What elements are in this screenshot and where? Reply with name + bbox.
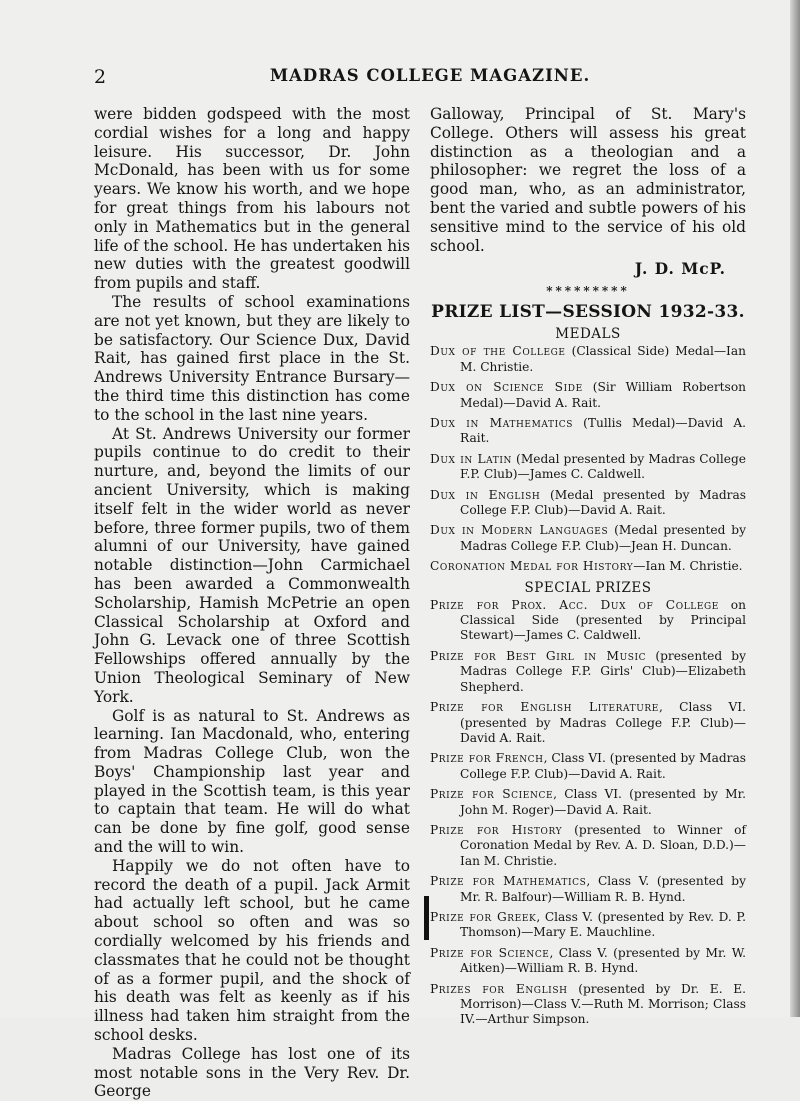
paragraph: At St. Andrews University our former pupils continue to do credit to their nurture, and, beyond the limits of our ancient University, which is making itself felt in the wider world as never before, three former pupils, two of them alumni of our University, have gained notable distinction—John Carmichael has been awarded a Commonwealth Scholarship, Hamish McPetrie an open Classical Scholarship at Oxford and John G. Levack one of three Scottish Fellowships offered annually by the Union Theological Seminary of New York. [94, 424, 410, 706]
running-head: MADRAS COLLEGE MAGAZINE. [269, 66, 591, 85]
prize-name: Prize for History [430, 822, 563, 837]
prize-detail: , Class V. (presented by Mr. W. Aitken)—William R. B. Hynd. [460, 945, 746, 976]
prize-entry [430, 523, 746, 554]
prize-entry [430, 910, 746, 941]
prize-entry [430, 598, 746, 644]
prize-name: Prize for Prox. Acc. Dux of College [430, 597, 719, 612]
prize-entry [430, 982, 746, 1028]
prize-name: Prize for Best Girl in Music [430, 648, 647, 663]
right-column [430, 105, 746, 1033]
paragraph: Madras College has lost one of its most notable sons in the Very Rev. Dr. George [94, 1044, 410, 1101]
continued-paragraph: Galloway, Principal of St. Mary's College. Others will assess his great distinction as a theologian and a philosopher: we regret the loss of a good man, who, as an administrator, bent the varied and subtle powers of his sensitive mind to the service of his old school. [430, 105, 746, 255]
prize-name: Dux of the College [430, 344, 566, 359]
author-signature: J. D. McP. [634, 260, 726, 279]
prize-name: Prize for English Literature [430, 700, 659, 715]
prize-list-title: PRIZE LIST—SESSION 1932-33. [431, 302, 745, 323]
prize-name: Prize for Science [430, 945, 550, 960]
page-number: 2 [94, 66, 107, 88]
prize-name: Dux in Mathematics [430, 416, 574, 430]
prize-name: Prizes for English [430, 981, 568, 996]
paragraph: The results of school examinations are not yet known, but they are likely to be satisfactory. Our Science Dux, David Rait, has gained first place in the St. Andrews University Entrance Bursary—the third time this distinction has come to the school in the last nine years. [94, 292, 410, 424]
prize-name: Dux on Science Side [430, 380, 583, 395]
prize-name: Prize for French [430, 751, 544, 766]
prize-name: Dux in Modern Languages [430, 523, 609, 538]
prize-detail: , Class V. (presented by Mr. R. Balfour)—William R. B. Hynd. [460, 874, 746, 904]
paragraph: Golf is as natural to St. Andrews as learning. Ian Macdonald, who, entering from Madras College Club, won the Boys' Championship last year and played in the Scottish team, is this year to captain that team. He will do what can be done by fine golf, good sense and the will to win. [94, 706, 410, 857]
prize-detail: (Medal presented by Madras College F.P. Club)—Jean H. Duncan. [460, 523, 746, 553]
prize-detail: on Classical Side (presented by Principal Stewart)—James C. Caldwell. [460, 597, 746, 643]
medals-list [430, 344, 746, 574]
prize-entry [430, 787, 746, 818]
prize-detail: (Medal presented by Madras College F.P. Club)—James C. Caldwell. [460, 451, 746, 482]
medals-heading: MEDALS [555, 326, 621, 343]
prize-name: Prize for Science [430, 787, 554, 802]
prize-detail: (Classical Side) Medal—Ian M. Christie. [460, 344, 746, 374]
prize-name: Dux in English [430, 487, 541, 502]
prize-entry [430, 416, 746, 447]
prize-name: Prize for Mathematics [430, 874, 587, 889]
prize-detail: (presented by Madras College F.P. Girls' Club)—Elizabeth Shepherd. [460, 648, 746, 694]
prize-entry [430, 874, 746, 905]
prize-detail: , Class VI. (presented by Madras College F.P. Club)—David A. Rait. [460, 751, 747, 781]
prize-entry [430, 823, 746, 869]
section-divider: ********* [546, 284, 630, 299]
paragraph: were bidden godspeed with the most cordial wishes for a long and happy leisure. His successor, Dr. John McDonald, has been with us for some years. We know his worth, and we hope for great things from his labours not only in Mathematics but in the general life of the school. He has undertaken his new duties with the greatest goodwill from pupils and staff. [94, 105, 410, 293]
prize-entry [430, 380, 746, 411]
binding-mark [424, 896, 429, 940]
page-edge-shadow [790, 0, 800, 1017]
prize-detail: (presented by Dr. E. E. Morrison)—Class V.—Ruth M. Morrison; Class IV.—Arthur Simpson. [460, 981, 746, 1027]
prize-name: Coronation Medal for History [430, 559, 634, 574]
prize-detail: —Ian M. Christie. [633, 559, 743, 574]
prize-detail: (presented to Winner of Coronation Medal by Rev. A. D. Sloan, D.D.)—Ian M. Christie. [460, 822, 747, 868]
special-prizes-heading: SPECIAL PRIZES [524, 579, 652, 596]
prize-entry [430, 649, 746, 695]
prize-detail: (Medal presented by Madras College F.P. Club)—David A. Rait. [460, 487, 746, 518]
prize-detail: (Tullis Medal)—David A. Rait. [460, 416, 747, 446]
paragraph: Happily we do not often have to record the death of a pupil. Jack Armit had actually left school, but he came about school so often and was so cordially welcomed by his friends and classmates that he could not be thought of as a former pupil, and the shock of his death was felt as keenly as if his illness had taken him straight from the school desks. [94, 856, 410, 1045]
prize-detail: (Sir William Robertson Medal)—David A. Rait. [460, 380, 747, 410]
prize-entry [430, 559, 746, 574]
prize-detail: , Class V. (presented by Rev. D. P. Thomson)—Mary E. Mauchline. [460, 909, 746, 940]
prize-entry [430, 700, 746, 746]
prize-entry [430, 344, 746, 375]
prize-detail: , Class VI. (presented by Mr. John M. Roger)—David A. Rait. [460, 787, 746, 817]
left-column [94, 105, 410, 1101]
prize-entry [430, 946, 746, 977]
prize-name: Prize for Greek [430, 909, 537, 924]
special-prizes-list [430, 598, 746, 1028]
prize-detail: , Class VI. (presented by Madras College F.P. Club)—David A. Rait. [460, 700, 746, 745]
prize-entry [430, 452, 746, 483]
prize-name: Dux in Latin [430, 451, 513, 466]
prize-entry [430, 751, 746, 782]
prize-entry [430, 488, 746, 519]
